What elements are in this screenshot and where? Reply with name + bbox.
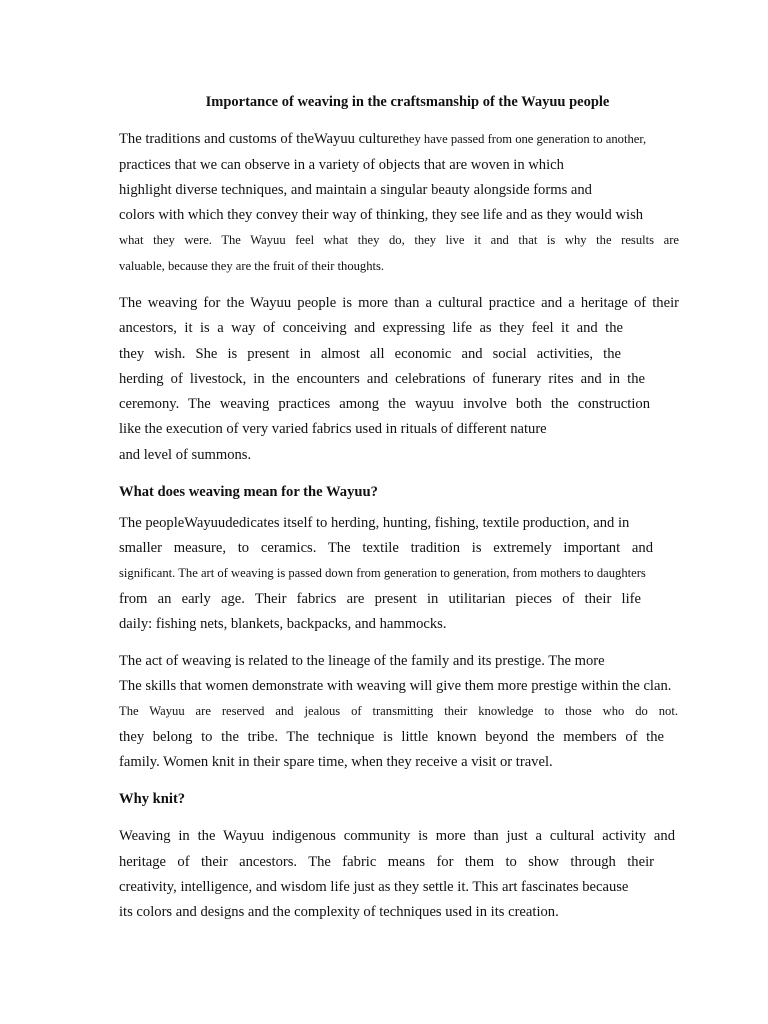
paragraph-5-line-1: Weaving in the Wayuu indigenous community is more than just a cultural activity and <box>119 828 675 844</box>
text-span: Wayuu <box>184 515 226 531</box>
text-span: they have passed from one generation to another, <box>399 132 647 146</box>
paragraph-1-line-3: highlight diverse techniques, and maintain a singular beauty alongside forms and <box>119 182 592 198</box>
paragraph-2-line-2: ancestors, it is a way of conceiving and expressing life as they feel it and the <box>119 320 623 336</box>
paragraph-2-line-7: and level of summons. <box>119 447 252 463</box>
paragraph-2-line-5: ceremony. The weaving practices among the wayuu involve both the construction <box>119 396 650 412</box>
paragraph-4-line-4: they belong to the tribe. The technique is little known beyond the members of the <box>119 729 664 745</box>
paragraph-4-line-3: The Wayuu are reserved and jealous of transmitting their knowledge to those who do not. <box>119 704 678 718</box>
paragraph-2-line-4: herding of livestock, in the encounters and celebrations of funerary rites and in the <box>119 371 645 387</box>
text-span: The people <box>119 515 185 531</box>
paragraph-2-line-1: The weaving for the Wayuu people is more than a cultural practice and a heritage of their <box>119 295 679 311</box>
paragraph-1-line-5: what they were. The Wayuu feel what they do, they live it and that is why the results are <box>119 233 679 247</box>
paragraph-3-line-4: from an early age. Their fabrics are present in utilitarian pieces of their life <box>119 591 641 607</box>
paragraph-4-line-5: family. Women knit in their spare time, when they receive a visit or travel. <box>119 754 553 770</box>
paragraph-5-line-3: creativity, intelligence, and wisdom life just as they settle it. This art fascinates because <box>119 879 629 895</box>
section-heading-why-knit: Why knit? <box>119 791 186 807</box>
text-span: dedicates itself to herding, hunting, fishing, textile production, and in <box>225 515 630 531</box>
paragraph-1-line-4: colors with which they convey their way of thinking, they see life and as they would wish <box>119 207 644 223</box>
paragraph-4-line-1: The act of weaving is related to the lineage of the family and its prestige. The more <box>119 653 605 669</box>
text-span: Wayuu culture <box>313 131 400 147</box>
paragraph-3-line-3: significant. The art of weaving is passed down from generation to generation, from mothers to daughters <box>119 566 646 580</box>
paragraph-2-line-6: like the execution of very varied fabrics used in rituals of different nature <box>119 421 547 437</box>
text-span: The traditions and customs of the <box>119 131 314 147</box>
paragraph-3-line-1 <box>119 513 679 533</box>
paragraph-5-line-2: heritage of their ancestors. The fabric means for them to show through their <box>119 854 654 870</box>
paragraph-1-line-2: practices that we can observe in a variety of objects that are woven in which <box>119 157 564 173</box>
paragraph-2-line-3: they wish. She is present in almost all economic and social activities, the <box>119 346 621 362</box>
paragraph-1-line-6: valuable, because they are the fruit of their thoughts. <box>119 259 385 273</box>
paragraph-3-line-5: daily: fishing nets, blankets, backpacks, and hammocks. <box>119 616 447 632</box>
paragraph-5-line-4: its colors and designs and the complexity of techniques used in its creation. <box>119 904 559 920</box>
paragraph-3-line-2: smaller measure, to ceramics. The textile tradition is extremely important and <box>119 540 653 556</box>
document-title: Importance of weaving in the craftsmanship of the Wayuu people <box>205 94 610 110</box>
section-heading-weaving-meaning: What does weaving mean for the Wayuu? <box>119 484 378 500</box>
paragraph-4-line-2: The skills that women demonstrate with weaving will give them more prestige within the clan. <box>119 678 672 694</box>
paragraph-1-line-1 <box>119 129 679 149</box>
